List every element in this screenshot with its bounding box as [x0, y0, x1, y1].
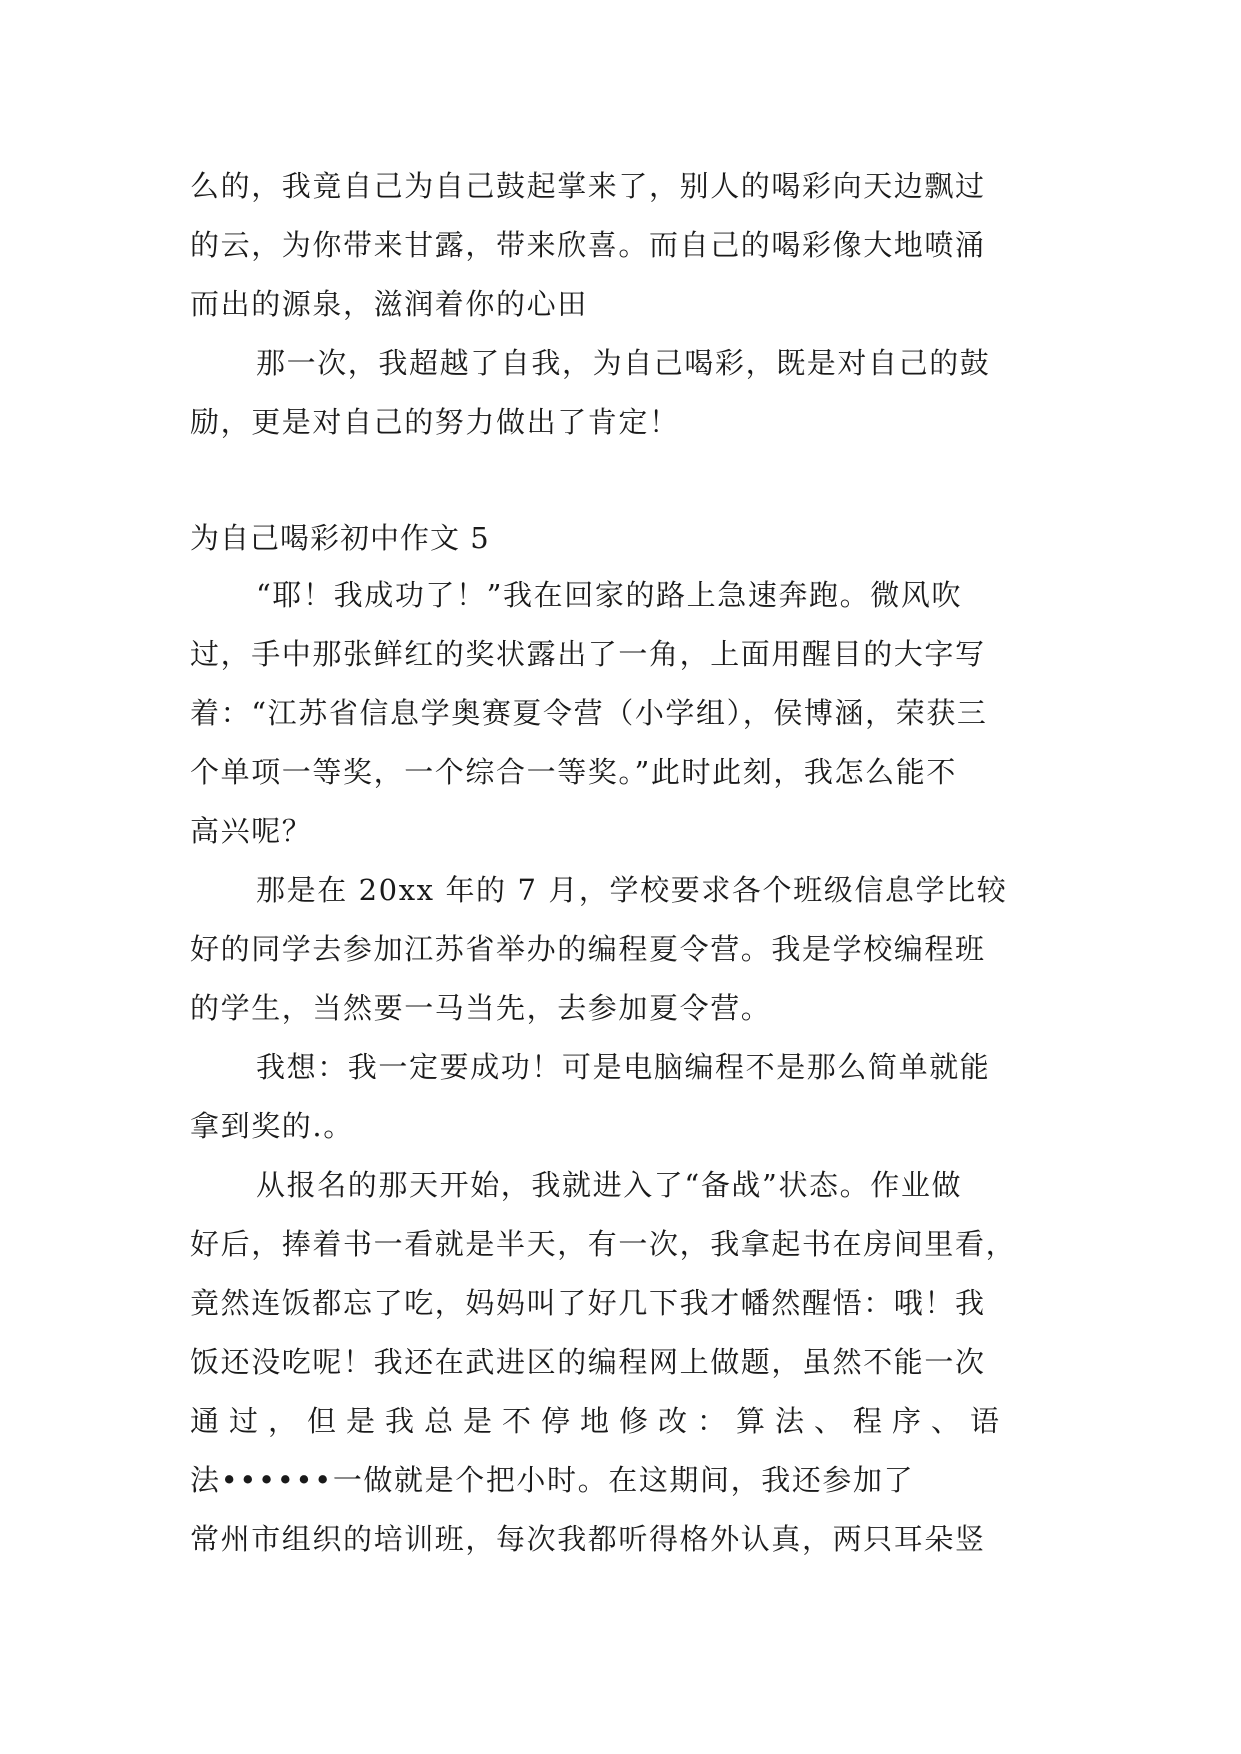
text-line: 好的同学去参加江苏省举办的编程夏令营。我是学校编程班	[190, 932, 986, 966]
text-line: 的学生，当然要一马当先，去参加夏令营。	[190, 991, 772, 1025]
paragraph-first-line: 我想：我一定要成功！可是电脑编程不是那么简单就能	[256, 1050, 991, 1084]
text-line: 常州市组织的培训班，每次我都听得格外认真，两只耳朵竖	[190, 1522, 986, 1556]
paragraph-first-line: 从报名的那天开始，我就进入了“备战”状态。作业做	[256, 1168, 963, 1202]
text-line: 个单项一等奖，一个综合一等奖。”此时此刻，我怎么能不	[190, 755, 957, 789]
text-line: 励，更是对自己的努力做出了肯定！	[190, 405, 680, 439]
text-line: 竟然连饭都忘了吃，妈妈叫了好几下我才幡然醒悟：哦！我	[190, 1286, 986, 1320]
text-line: 高兴呢？	[190, 814, 313, 848]
text-line: 拿到奖的.。	[190, 1109, 354, 1143]
paragraph-first-line: 那是在 20xx 年的 7 月，学校要求各个班级信息学比较	[256, 873, 1008, 907]
paragraph-first-line: “耶！我成功了！”我在回家的路上急速奔跑。微风吹	[256, 578, 963, 612]
text-line: 过，手中那张鲜红的奖状露出了一角，上面用醒目的大字写	[190, 637, 986, 671]
text-line: 好后，捧着书一看就是半天，有一次，我拿起书在房间里看，	[190, 1227, 1017, 1261]
text-line: 的云，为你带来甘露，带来欣喜。而自己的喝彩像大地喷涌	[190, 228, 986, 262]
text-line: 着：“江苏省信息学奥赛夏令营（小学组），侯博涵，荣获三	[190, 696, 988, 730]
section-heading: 为自己喝彩初中作文 5	[190, 521, 490, 555]
text-line: 通过，但是我总是不停地修改：算法、程序、语	[190, 1404, 1010, 1438]
text-line: 饭还没吃呢！我还在武进区的编程网上做题，虽然不能一次	[190, 1345, 986, 1379]
text-line: 法••••••一做就是个把小时。在这期间，我还参加了	[190, 1463, 915, 1497]
paragraph-first-line: 那一次，我超越了自我，为自己喝彩，既是对自己的鼓	[256, 346, 991, 380]
text-line: 么的，我竟自己为自己鼓起掌来了，别人的喝彩向天边飘过	[190, 169, 986, 203]
text-line: 而出的源泉，滋润着你的心田	[190, 287, 588, 321]
